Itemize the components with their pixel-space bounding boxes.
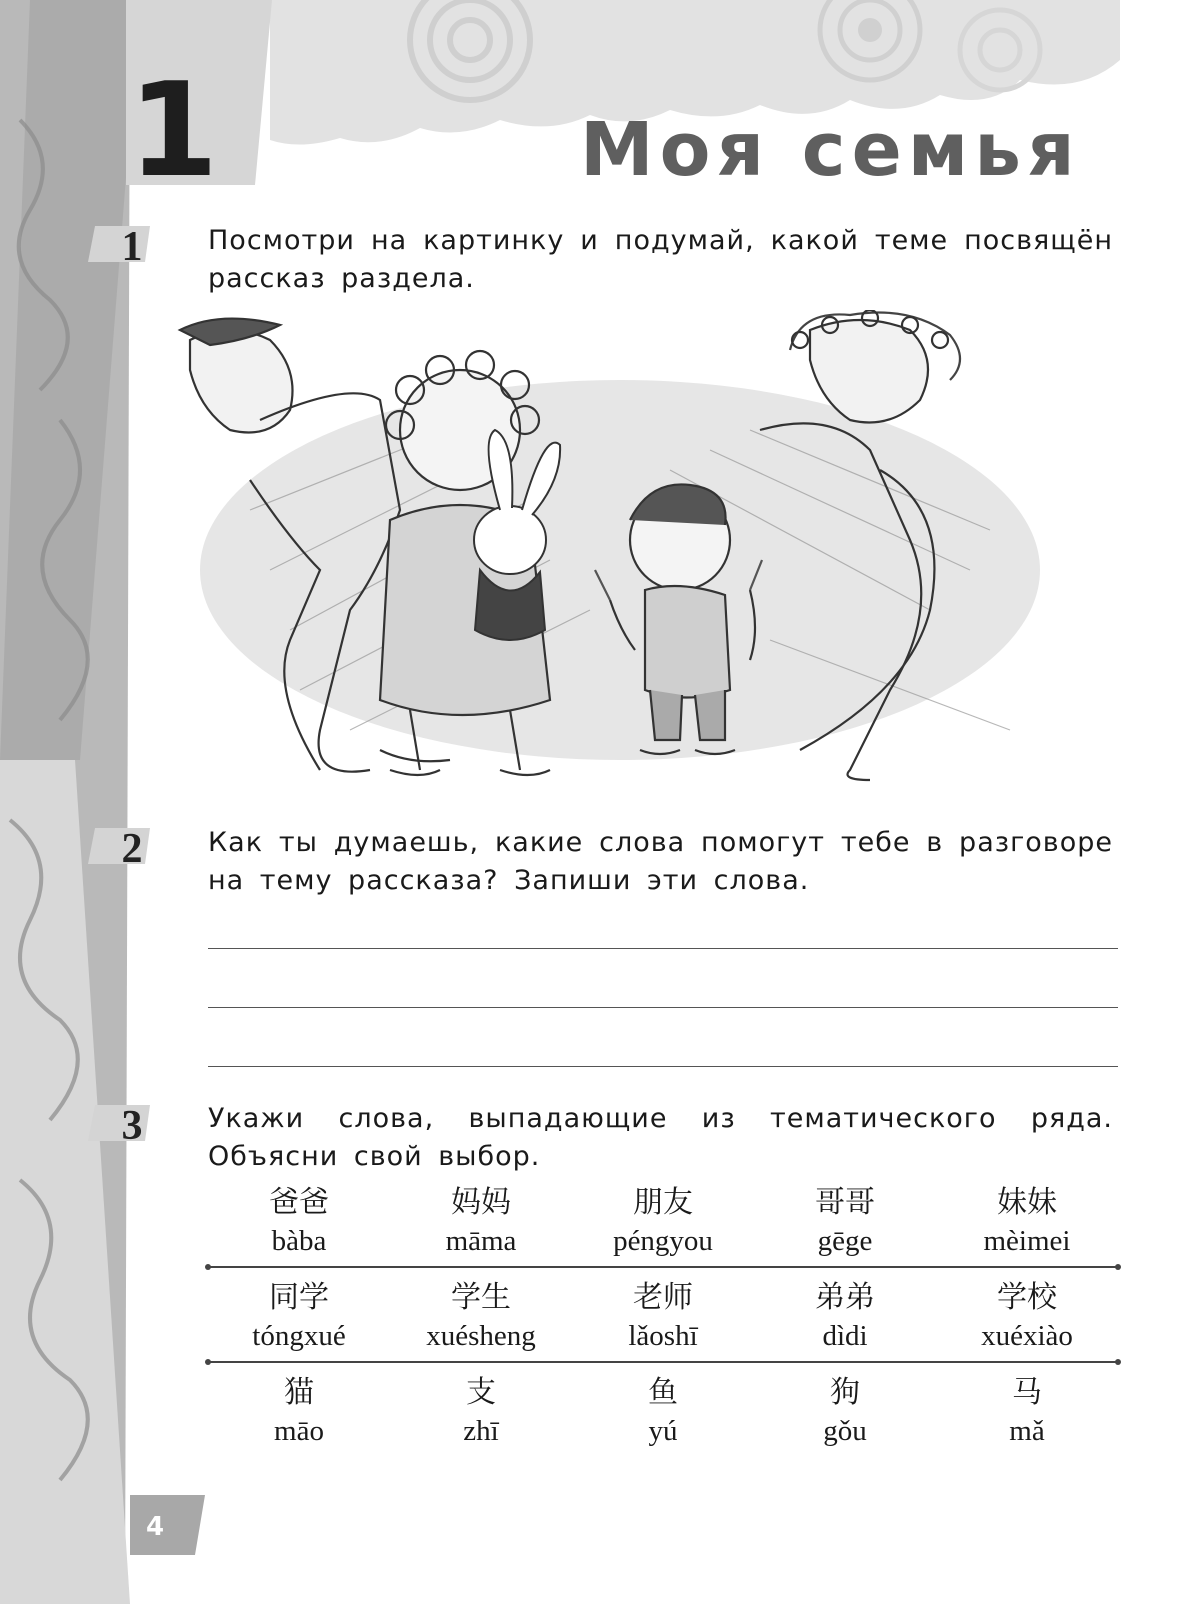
- answer-line[interactable]: [208, 1007, 1118, 1008]
- word-hanzi: 马: [1012, 1375, 1042, 1410]
- exercise-number: 1: [121, 224, 143, 270]
- exercise-text: Посмотри на картинку и подумай, какой теме посвящён рассказ раздела.: [208, 225, 1113, 294]
- word-cell[interactable]: [754, 1183, 936, 1275]
- word-pinyin: dìdi: [822, 1320, 868, 1352]
- word-pinyin: gēge: [817, 1225, 873, 1257]
- word-cell[interactable]: [754, 1373, 936, 1465]
- word-pinyin: tóngxué: [252, 1320, 346, 1352]
- word-hanzi: 爸爸: [269, 1185, 329, 1220]
- word-hanzi: 哥哥: [815, 1185, 875, 1220]
- word-row: [208, 1183, 1118, 1275]
- word-pinyin: xuésheng: [426, 1320, 536, 1352]
- word-hanzi: 狗: [830, 1375, 860, 1410]
- exercise-number: 2: [121, 826, 143, 872]
- word-hanzi: 妹妹: [997, 1185, 1057, 1220]
- word-pinyin: gǒu: [823, 1415, 867, 1447]
- word-hanzi: 朋友: [633, 1185, 693, 1220]
- word-cell[interactable]: [208, 1373, 390, 1465]
- family-illustration: [150, 310, 1100, 830]
- word-cell[interactable]: [936, 1183, 1118, 1275]
- word-pinyin: lǎoshī: [628, 1320, 698, 1352]
- word-cell[interactable]: [208, 1183, 390, 1275]
- word-pinyin: māo: [274, 1415, 324, 1447]
- word-hanzi: 学生: [451, 1280, 511, 1315]
- answer-line[interactable]: [208, 1066, 1118, 1067]
- answer-line[interactable]: [208, 948, 1118, 949]
- word-cell[interactable]: [390, 1183, 572, 1275]
- word-pinyin: yú: [648, 1415, 678, 1447]
- word-cell[interactable]: [572, 1373, 754, 1465]
- word-hanzi: 鱼: [648, 1375, 678, 1410]
- word-cell[interactable]: [390, 1278, 572, 1370]
- exercise-number: 3: [121, 1103, 143, 1149]
- word-pinyin: bàba: [271, 1225, 327, 1257]
- word-pinyin: mèimei: [983, 1225, 1071, 1257]
- page-number: 4: [146, 1512, 165, 1542]
- word-hanzi: 猫: [284, 1375, 314, 1410]
- chapter-number: 1: [128, 54, 215, 206]
- row-divider: [208, 1361, 1118, 1363]
- word-cell[interactable]: [572, 1278, 754, 1370]
- word-pinyin: zhī: [463, 1415, 499, 1447]
- word-hanzi: 支: [466, 1375, 496, 1410]
- exercise-text: Как ты думаешь, какие слова помогут тебе в разговоре на тему рассказа? Запиши эти слова.: [208, 827, 1113, 896]
- word-pinyin: mǎ: [1009, 1415, 1045, 1447]
- word-pinyin: xuéxiào: [981, 1320, 1073, 1352]
- word-hanzi: 老师: [633, 1280, 693, 1315]
- word-pinyin: māma: [445, 1225, 517, 1257]
- chapter-title: Моя семья: [580, 107, 1081, 193]
- word-cell[interactable]: [572, 1183, 754, 1275]
- word-cell[interactable]: [390, 1373, 572, 1465]
- word-row: [208, 1373, 1118, 1465]
- word-cell[interactable]: [208, 1278, 390, 1370]
- row-divider: [208, 1266, 1118, 1268]
- word-cell[interactable]: [754, 1278, 936, 1370]
- word-hanzi: 同学: [269, 1280, 329, 1315]
- word-hanzi: 弟弟: [815, 1280, 875, 1315]
- word-row: [208, 1278, 1118, 1370]
- word-pinyin: péngyou: [613, 1225, 713, 1257]
- word-hanzi: 学校: [997, 1280, 1057, 1315]
- word-hanzi: 妈妈: [451, 1185, 511, 1220]
- exercise-text: Укажи слова, выпадающие из тематического ряда. Объясни свой выбор.: [208, 1103, 1113, 1172]
- word-cell[interactable]: [936, 1278, 1118, 1370]
- word-cell[interactable]: [936, 1373, 1118, 1465]
